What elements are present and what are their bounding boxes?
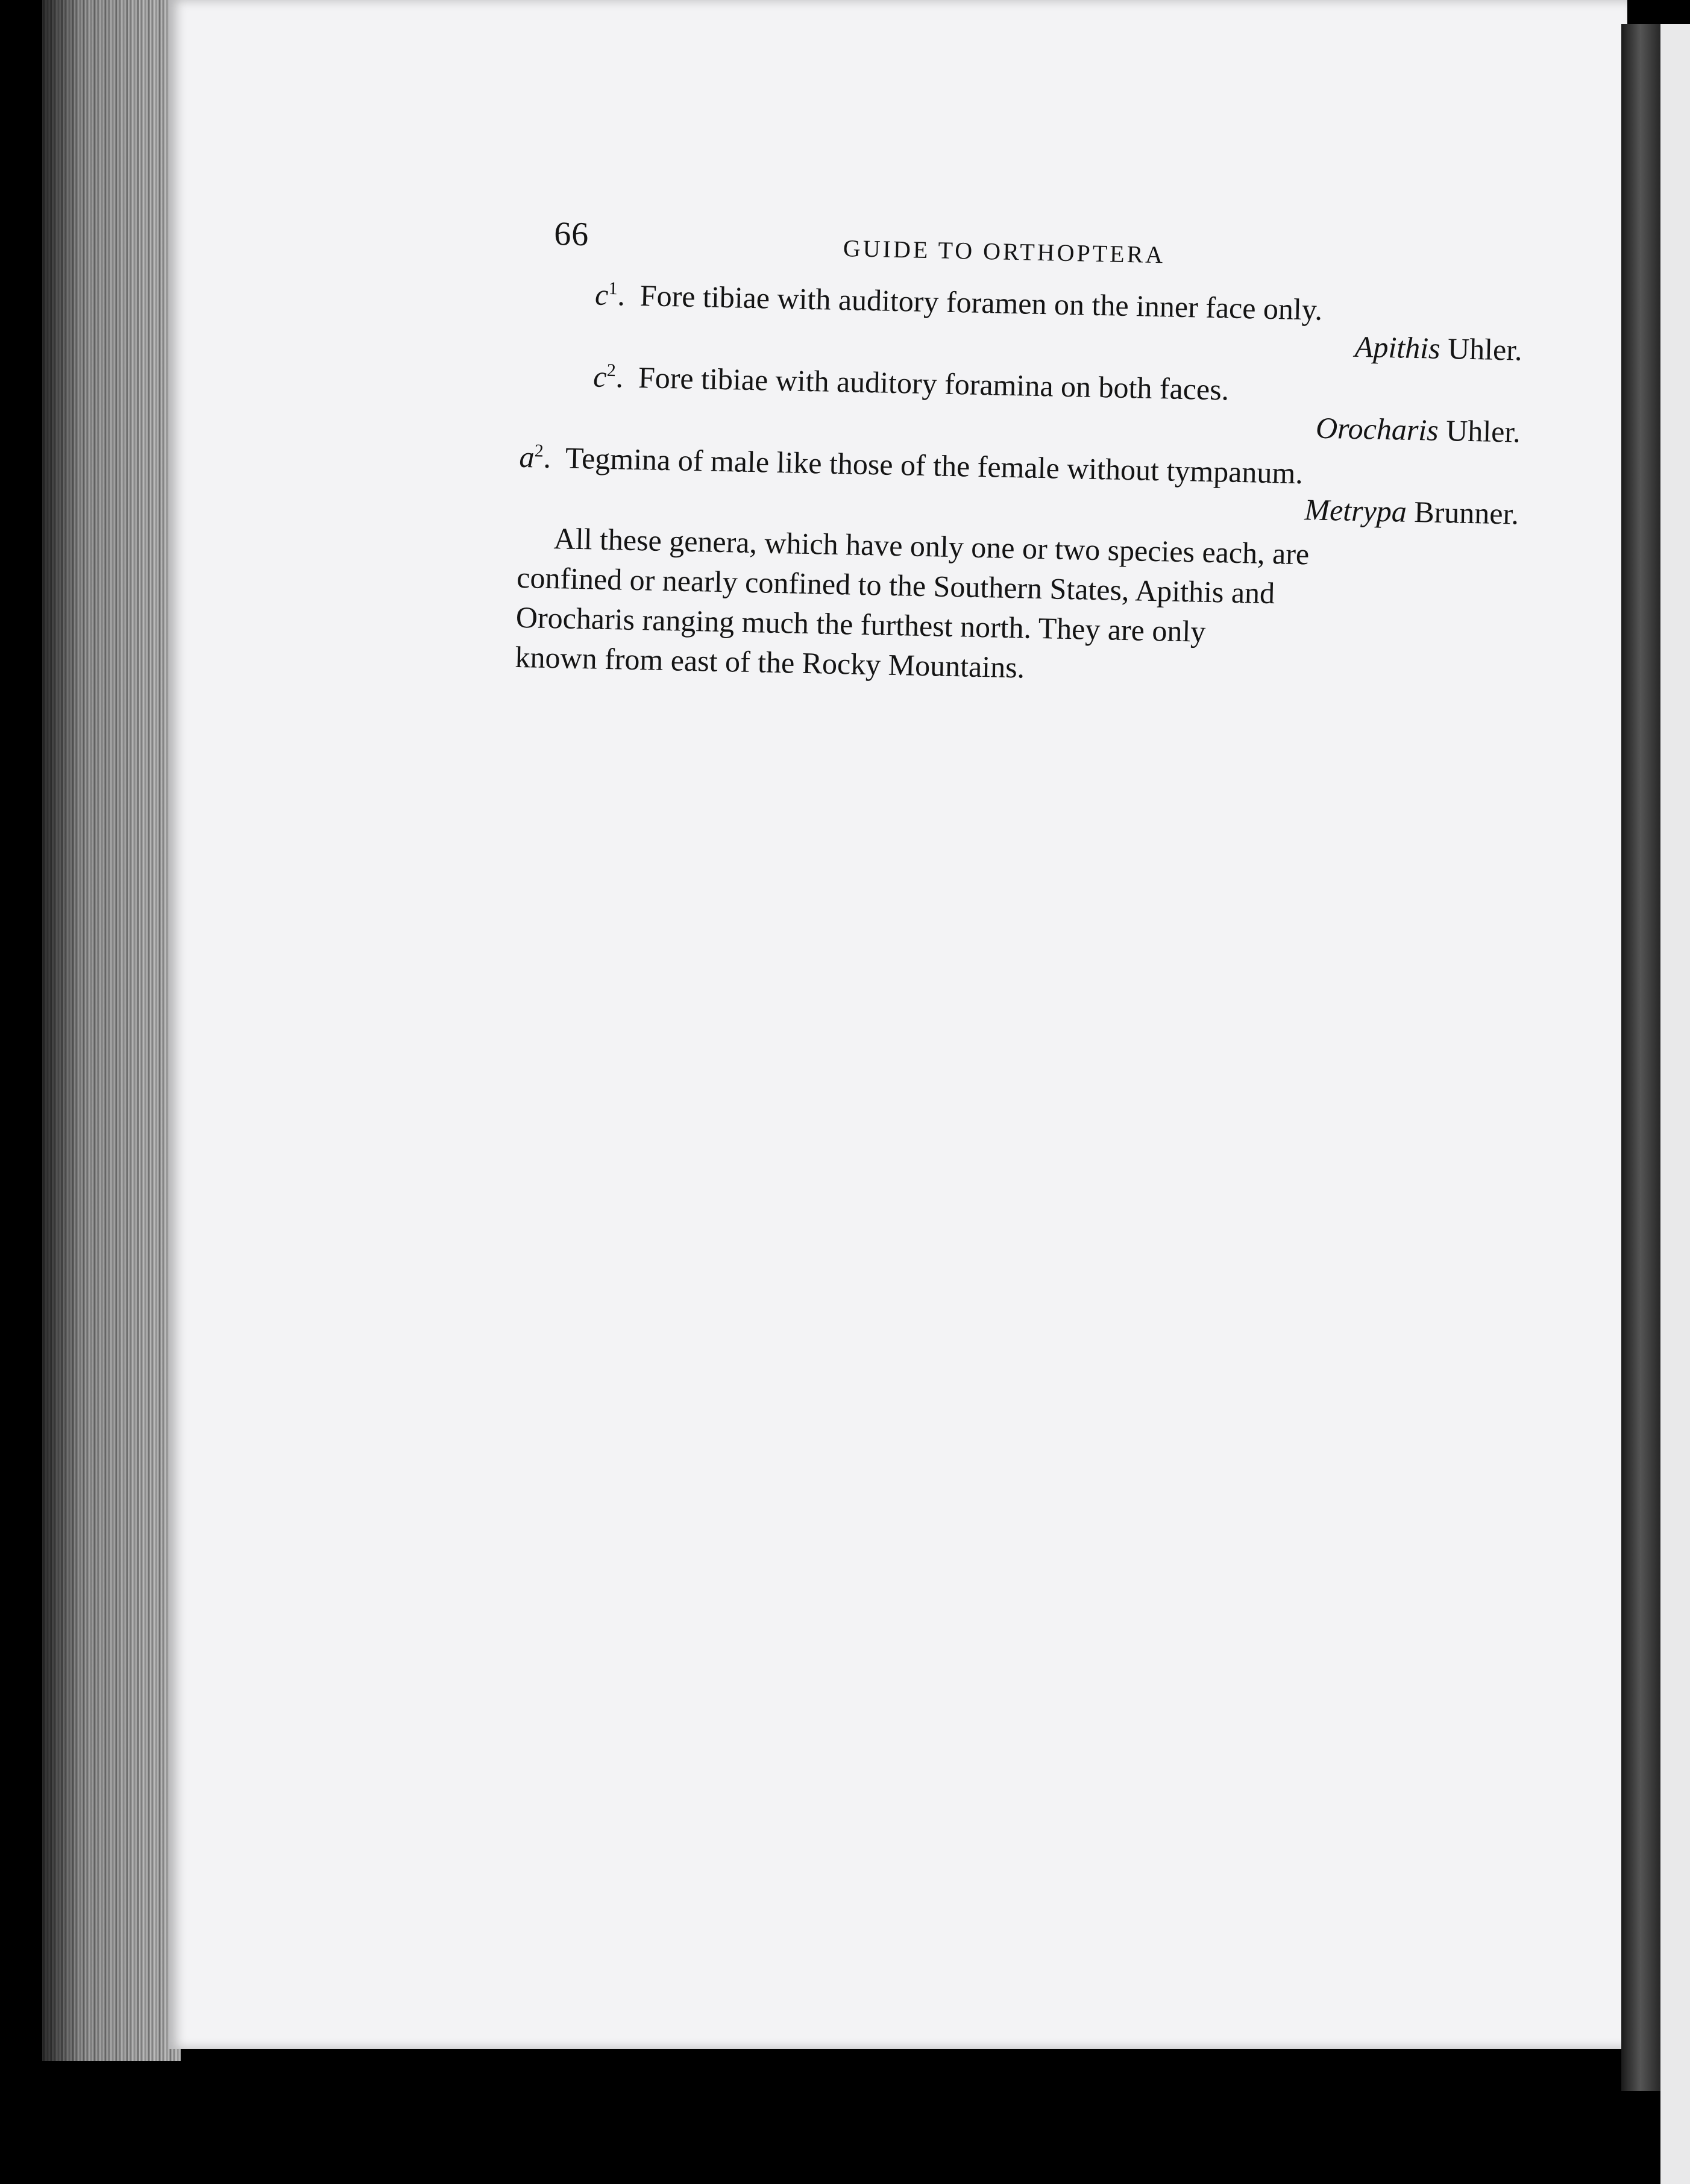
key-line: $c^2$. Fore tibiae with auditory foramina on both faces.: [592, 359, 1230, 407]
key-label: $c^1$: [594, 277, 618, 312]
paragraph-line: confined or nearly confined to the Southern States, Apithis and: [516, 560, 1275, 610]
paragraph-line: All these genera, which have only one or two species each, are: [553, 521, 1310, 571]
key-label: $a^2$: [518, 439, 544, 474]
key-line: $a^2$. Tegmina of male like those of the female without tympanum.: [518, 439, 1304, 491]
page-number: 66: [553, 215, 589, 254]
key-text: Tegmina of male like those of the female without tympanum.: [565, 441, 1304, 491]
paragraph-line: Orocharis ranging much the furthest north. They are only: [515, 600, 1206, 648]
genus-name: Orocharis: [1315, 410, 1439, 447]
page-text: [515, 214, 1525, 698]
running-head: GUIDE TO ORTHOPTERA: [843, 234, 1166, 269]
author-name: Uhler.: [1445, 413, 1521, 449]
paragraph-line: known from east of the Rocky Mountains.: [515, 639, 1025, 685]
author-name: Brunner.: [1413, 495, 1519, 531]
scanner-background-strip: [1660, 24, 1690, 2184]
key-line: $c^1$. Fore tibiae with auditory foramen on the inner face only.: [594, 277, 1323, 327]
key-text: Fore tibiae with auditory foramen on the inner face only.: [639, 278, 1323, 327]
body-paragraph: [515, 518, 1518, 698]
key-text: Fore tibiae with auditory foramina on both faces.: [638, 360, 1230, 407]
key-label: $c^2$: [592, 359, 617, 394]
genus-name: Metrypa: [1304, 492, 1407, 529]
author-name: Uhler.: [1447, 331, 1523, 367]
genus-name: Apithis: [1354, 329, 1441, 365]
